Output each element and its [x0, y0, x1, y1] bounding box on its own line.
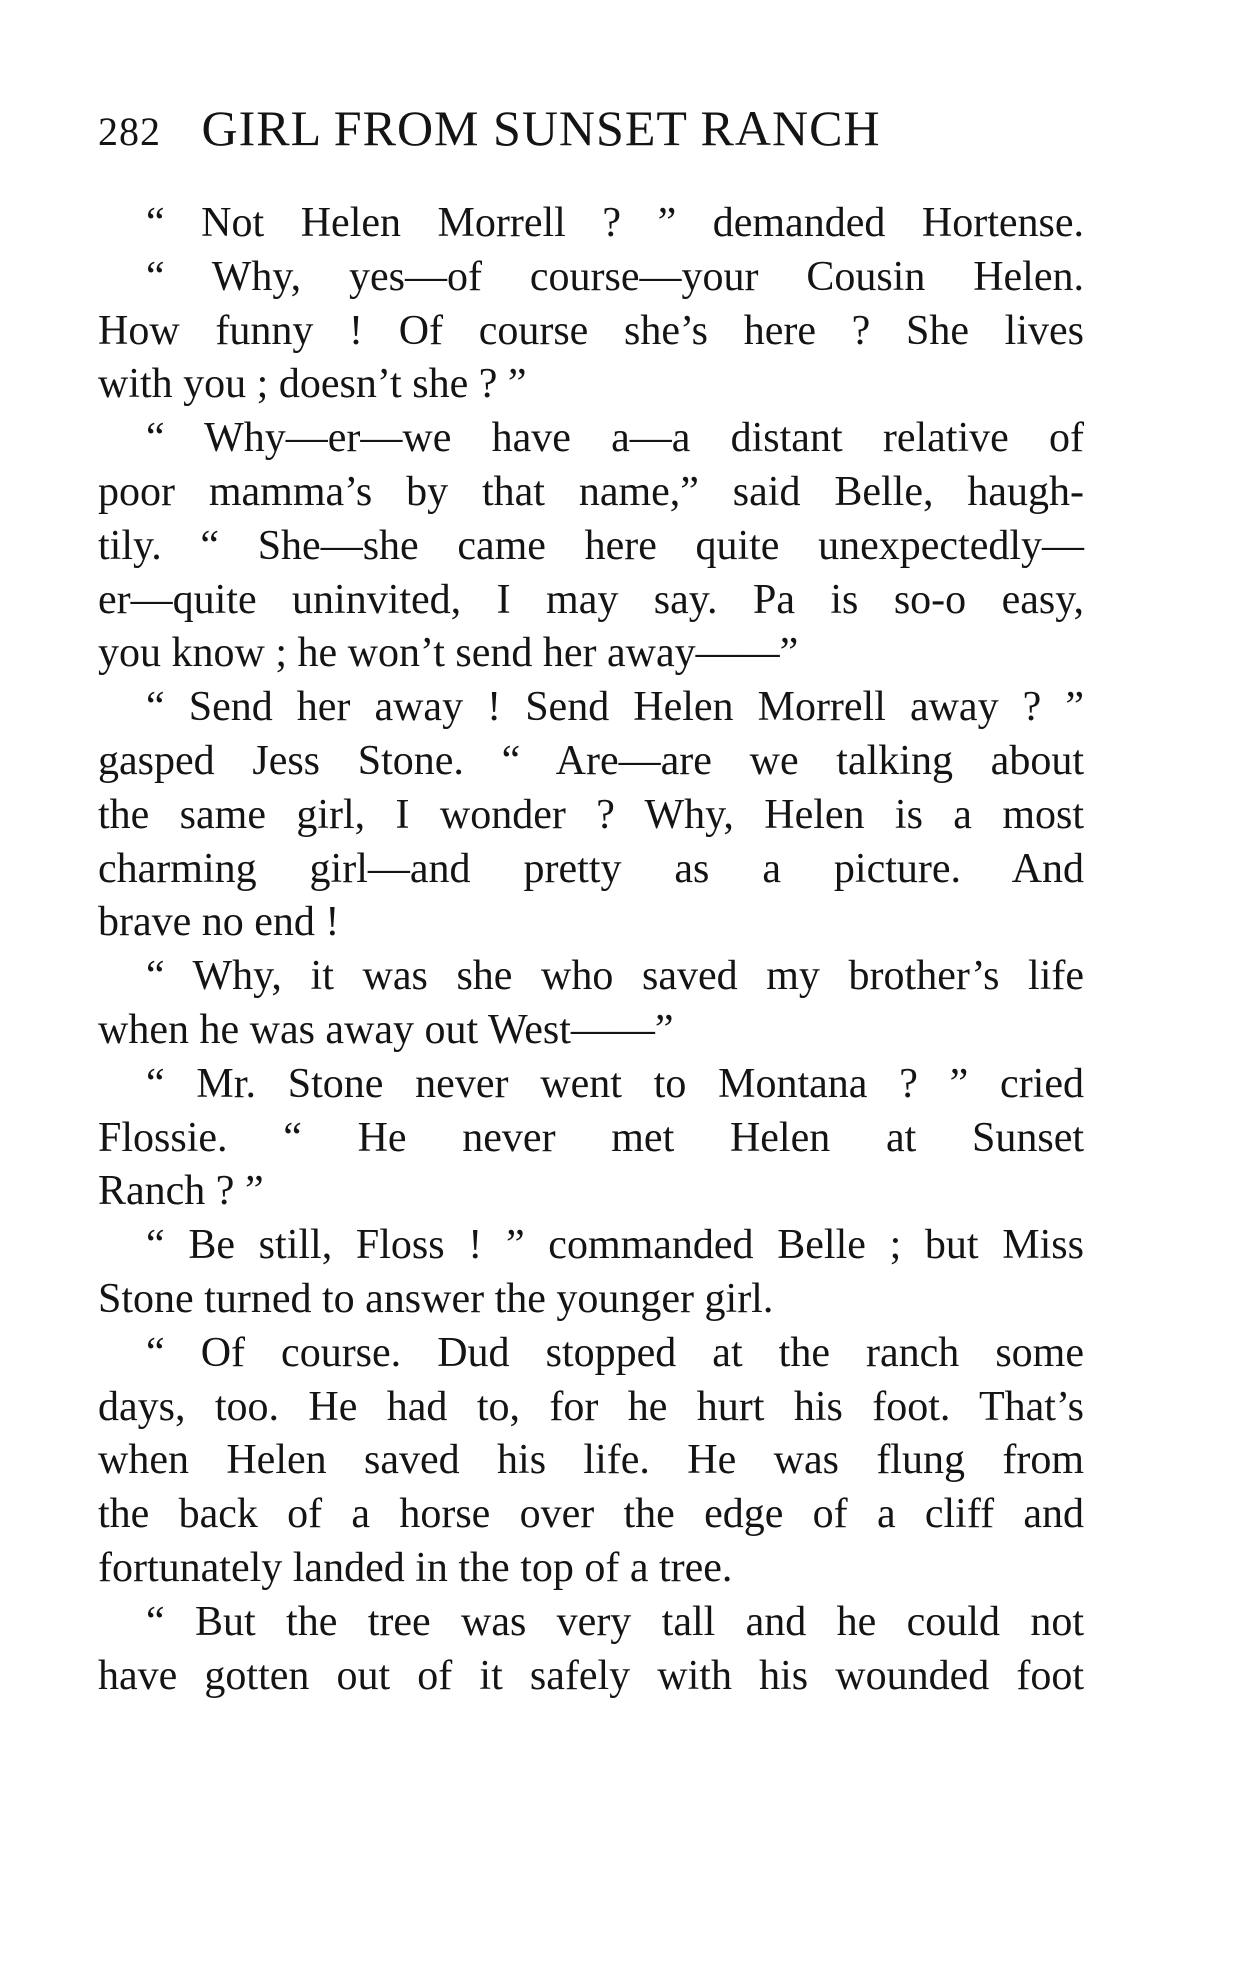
- text-line: “ Why, it was she who saved my brother’s life: [146, 953, 1084, 1000]
- text-line: brave no end !: [98, 899, 340, 946]
- text-line: the same girl, I wonder ? Why, Helen is a most: [98, 791, 1084, 838]
- text-line: tily. “ She—she came here quite unexpectedly—: [98, 522, 1084, 569]
- text-line: days, too. He had to, for he hurt his foot. That’s: [98, 1383, 1084, 1430]
- text-line: you know ; he won’t send her away——”: [98, 630, 799, 677]
- text-line: gasped Jess Stone. “ Are—are we talking about: [98, 737, 1084, 784]
- text-line: the back of a horse over the edge of a cliff and: [98, 1491, 1084, 1538]
- text-line: when he was away out West——”: [98, 1006, 674, 1053]
- text-line: “ Not Helen Morrell ? ” demanded Hortense.: [146, 200, 1084, 246]
- running-title: GIRL FROM SUNSET RANCH: [201, 100, 881, 156]
- text-line: fortunately landed in the top of a tree.: [98, 1544, 733, 1591]
- text-line: poor mamma’s by that name,” said Belle, haugh-: [98, 468, 1084, 515]
- text-line: “ Why, yes—of course—your Cousin Helen.: [146, 253, 1084, 300]
- text-line: with you ; doesn’t she ? ”: [98, 361, 527, 408]
- page-number: 282: [98, 109, 161, 154]
- text-line: when Helen saved his life. He was flung from: [98, 1437, 1084, 1484]
- text-line: Stone turned to answer the younger girl.: [98, 1275, 774, 1322]
- text-line: How funny ! Of course she’s here ? She lives: [98, 307, 1084, 354]
- text-line: have gotten out of it safely with his wounded foot: [98, 1652, 1084, 1699]
- text-line: “ Of course. Dud stopped at the ranch some: [146, 1329, 1084, 1376]
- body-text: [98, 197, 1084, 1703]
- text-line: “ Be still, Floss ! ” commanded Belle ; but Miss: [146, 1222, 1084, 1269]
- text-line: “ But the tree was very tall and he could not: [146, 1598, 1084, 1645]
- text-line: charming girl—and pretty as a picture. And: [98, 845, 1084, 892]
- text-line: “ Mr. Stone never went to Montana ? ” cried: [146, 1060, 1084, 1107]
- text-line: Flossie. “ He never met Helen at Sunset: [98, 1114, 1084, 1161]
- page-header: [98, 98, 1088, 158]
- text-line: er—quite uninvited, I may say. Pa is so-o easy,: [98, 576, 1084, 623]
- text-line: “ Send her away ! Send Helen Morrell away ? ”: [146, 684, 1084, 731]
- text-line: Ranch ? ”: [98, 1168, 264, 1215]
- text-line: “ Why—er—we have a—a distant relative of: [146, 415, 1084, 462]
